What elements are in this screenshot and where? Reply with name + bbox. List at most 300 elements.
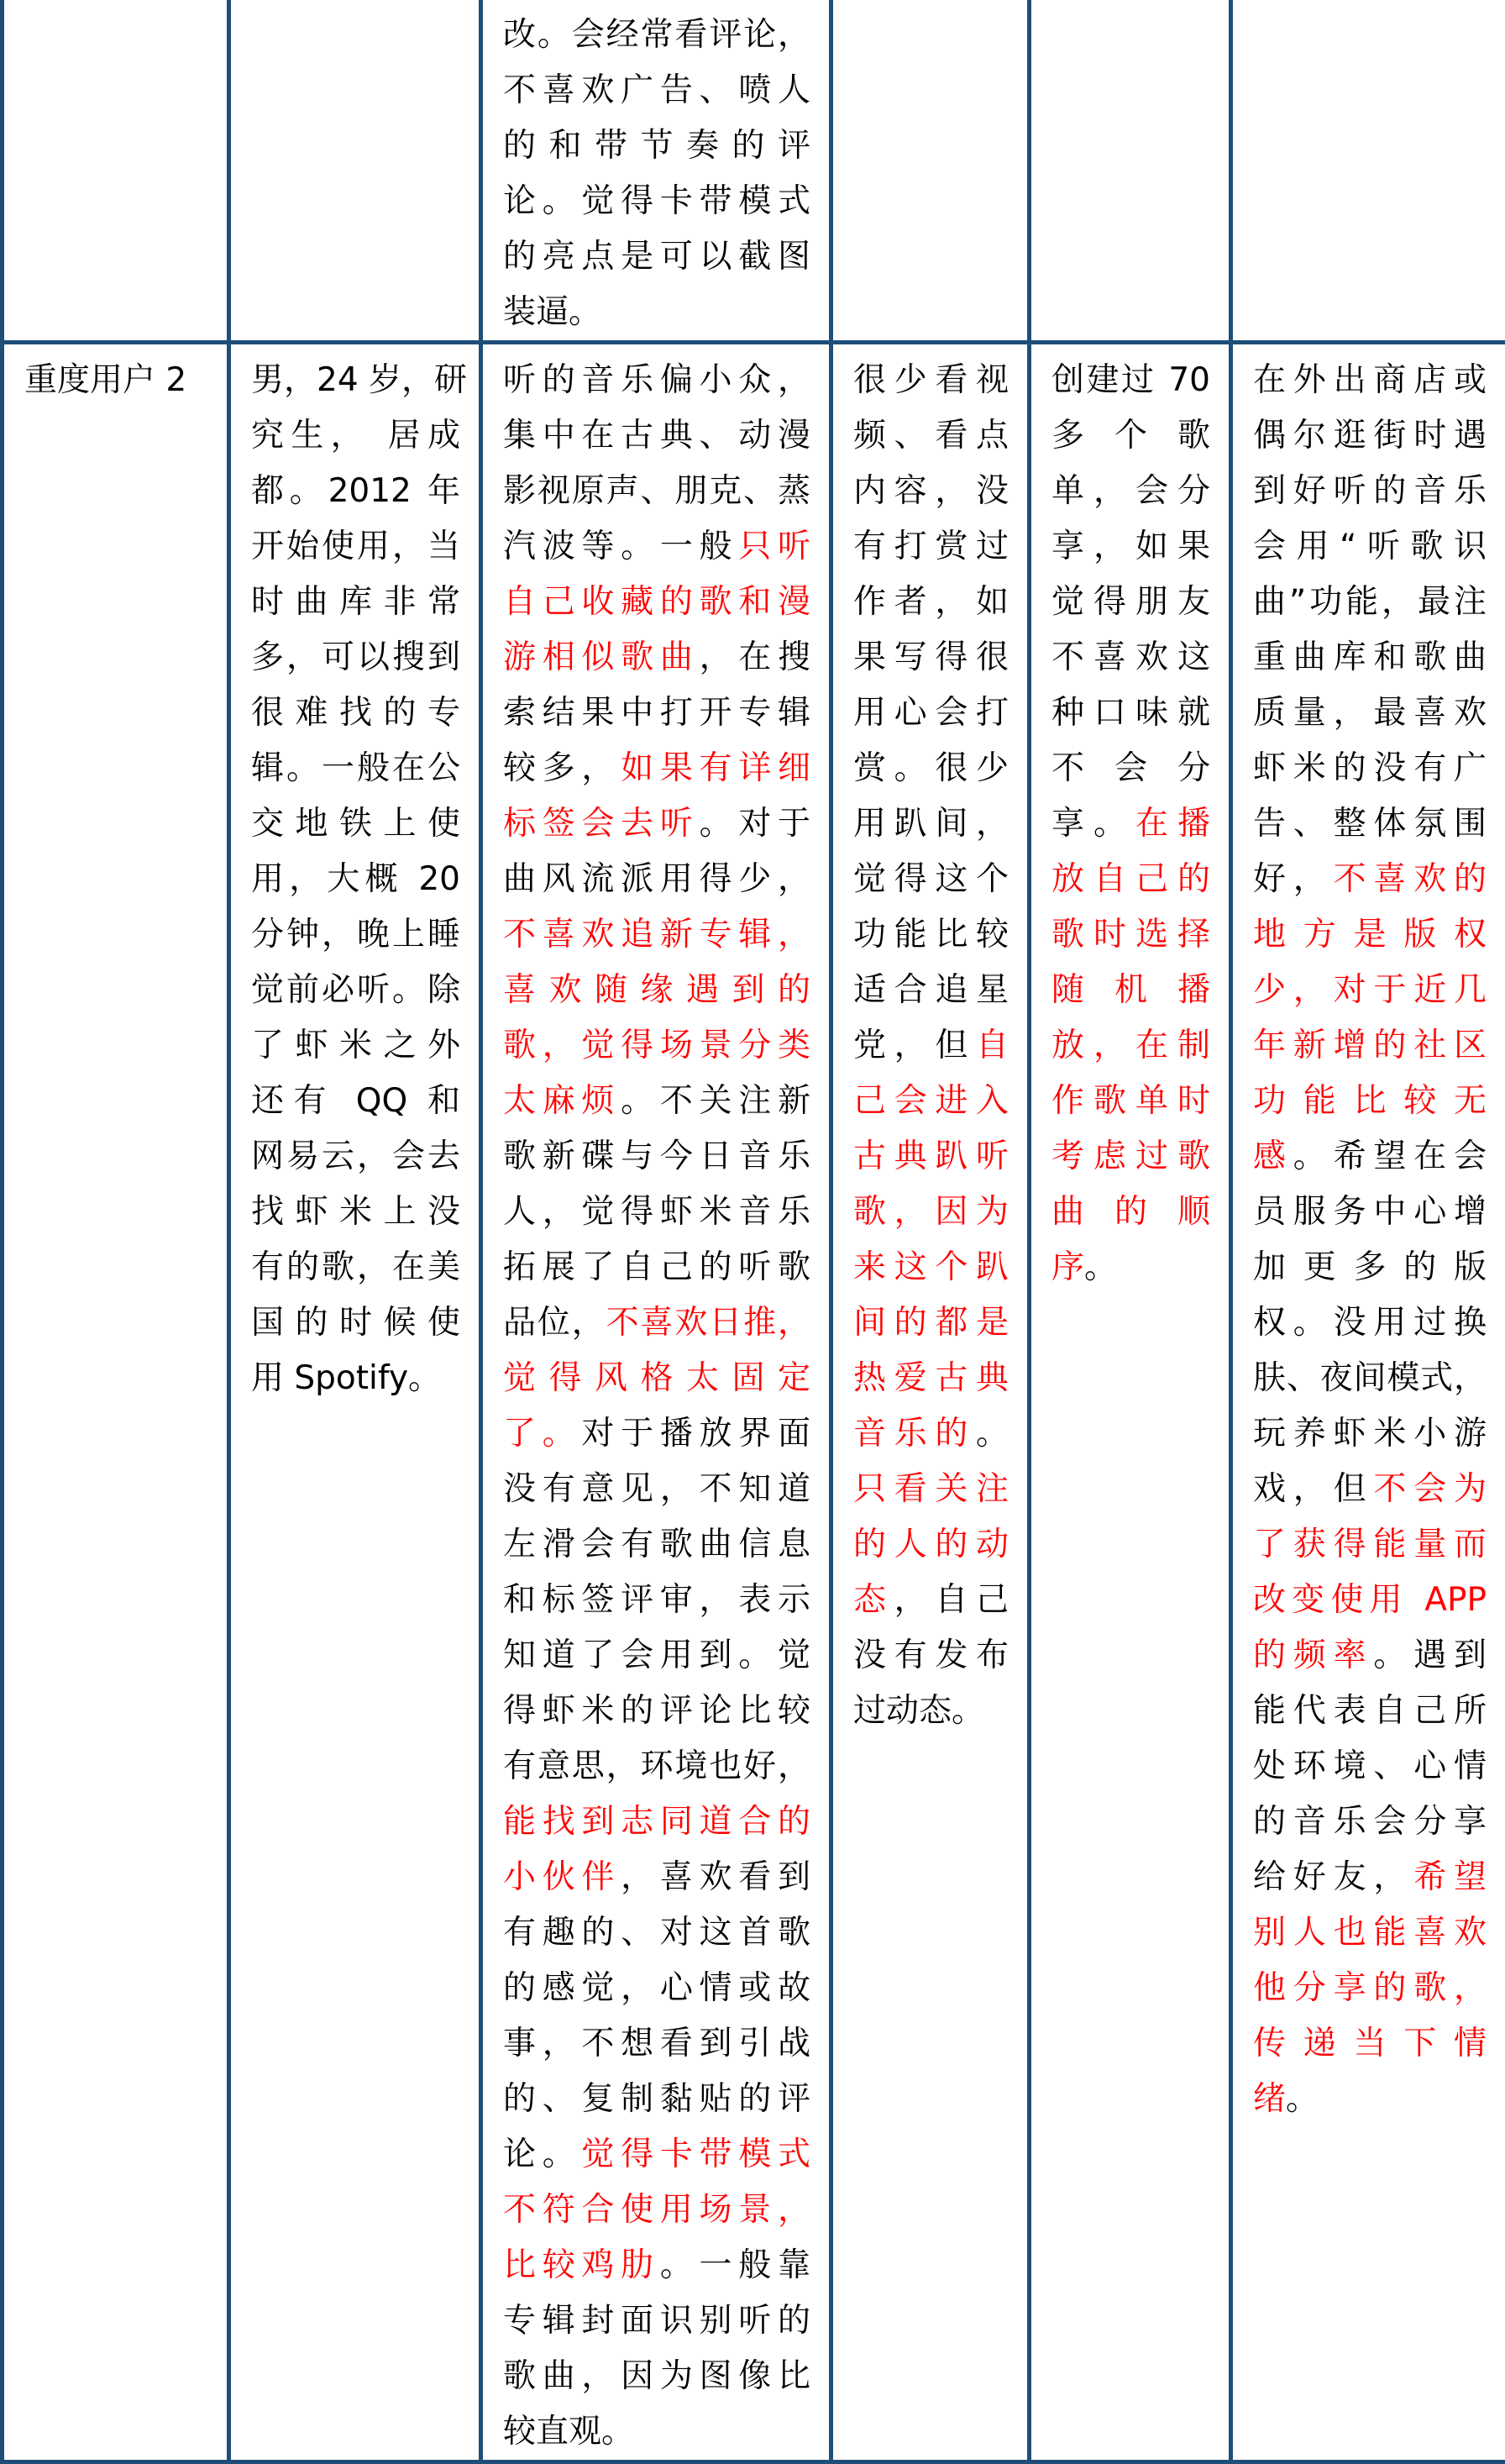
body-text: 专辑封面识别听的 (503, 2302, 810, 2340)
body-text: 肤、夜间模式， (1253, 1359, 1487, 1397)
body-text: 听的音乐偏小众， (503, 361, 810, 399)
highlighted-text: 在播 (1135, 805, 1210, 843)
body-text: 还有 QQ 和 (251, 1082, 460, 1120)
text-line (1253, 408, 1487, 464)
highlighted-text: 热爱古典 (853, 1359, 1009, 1397)
body-text: 用趴间， (853, 805, 1009, 843)
text-line (1051, 353, 1210, 408)
body-text: 和标签评审，表示 (503, 1581, 810, 1619)
text-line (251, 519, 460, 575)
text-line (251, 353, 460, 408)
body-text: 拓展了自己的听歌 (503, 1248, 810, 1286)
body-text: 有打赏过 (853, 528, 1009, 565)
text-line (251, 1129, 460, 1185)
highlighted-text: 自己收藏的歌和漫 (503, 583, 810, 621)
body-text: 较多， (503, 749, 621, 787)
body-text: 重度用户 2 (24, 361, 186, 399)
body-text: 虾米的没有广 (1253, 749, 1487, 787)
text-line (1051, 464, 1210, 519)
highlighted-text: 标签会去听 (503, 805, 700, 843)
text-line (1253, 1240, 1487, 1295)
text-line (853, 408, 1009, 464)
body-text: 处环境、心情 (1253, 1747, 1487, 1785)
text-line (1253, 1905, 1487, 1961)
highlighted-text: 不喜欢日推， (606, 1304, 810, 1342)
text-line (503, 2293, 810, 2349)
text-line (503, 2072, 810, 2127)
body-text: 对于播放界面 (581, 1415, 810, 1453)
highlighted-text: 的频率 (1253, 1637, 1373, 1674)
body-text: 党，但 (853, 1027, 976, 1064)
body-text: 歌新碟与今日音乐 (503, 1137, 810, 1175)
body-text: 功能比较 (853, 916, 1009, 954)
body-text: 有的歌，在美 (251, 1248, 460, 1286)
body-text: ，在搜 (700, 638, 810, 676)
text-line (853, 1185, 1009, 1240)
body-text: 。 (1286, 2080, 1319, 2118)
highlighted-text: 放，在制 (1051, 1027, 1210, 1064)
body-text: 赏。很少 (853, 749, 1009, 787)
body-text: 重曲库和歌曲 (1253, 638, 1487, 676)
text-line (1051, 686, 1210, 741)
highlighted-text: 别人也能喜欢 (1253, 1914, 1487, 1952)
body-text: 质量，最喜欢 (1253, 694, 1487, 732)
highlighted-text: 小伙伴 (503, 1858, 621, 1896)
text-line (1051, 519, 1210, 575)
text-line (251, 1351, 460, 1406)
text-line (1051, 1185, 1210, 1240)
text-line (251, 796, 460, 852)
text-line (503, 2016, 810, 2072)
body-text: 。对于 (700, 805, 810, 843)
text-line (251, 741, 460, 796)
text-line (1253, 1185, 1487, 1240)
text-line (503, 852, 810, 907)
text-line (251, 907, 460, 963)
text-line (1253, 1129, 1487, 1185)
text-line (251, 575, 460, 630)
text-line (503, 2238, 810, 2293)
body-text: 开始使用，当 (251, 528, 460, 565)
highlighted-text: 随 机 播 (1051, 971, 1210, 1009)
text-line (503, 963, 810, 1018)
highlighted-text: 了。 (503, 1415, 581, 1453)
body-text: 。不关注新 (621, 1082, 810, 1120)
text-line (503, 1517, 810, 1573)
highlighted-text: 歌时选择 (1051, 916, 1210, 954)
body-text: 能代表自己所 (1253, 1692, 1487, 1730)
text-line (1253, 1295, 1487, 1351)
body-text: 用，大概 20 (251, 860, 460, 898)
body-text: 装逼。 (503, 293, 601, 331)
text-line (853, 630, 1009, 686)
text-line (853, 1573, 1009, 1628)
body-text: 加更多的版 (1253, 1248, 1487, 1286)
body-text: 没有发布 (853, 1637, 1009, 1674)
text-line (853, 1240, 1009, 1295)
text-line (1253, 686, 1487, 741)
table-row-continued (3, 0, 1505, 343)
body-text: 没有意见，不知道 (503, 1470, 810, 1508)
body-text: 不 会 分 (1051, 749, 1210, 787)
highlighted-text: 序 (1051, 1248, 1084, 1286)
text-line (503, 519, 810, 575)
highlighted-text: 放自己的 (1051, 860, 1210, 898)
text-line (503, 1406, 810, 1462)
text-line (503, 1351, 810, 1406)
body-text: 作者，如 (853, 583, 1009, 621)
text-line (1253, 1018, 1487, 1074)
text-line (1253, 1406, 1487, 1462)
body-text: 曲风流派用得少， (503, 860, 810, 898)
text-line (503, 1240, 810, 1295)
text-line (1253, 1074, 1487, 1129)
text-line (853, 519, 1009, 575)
text-line (1253, 963, 1487, 1018)
text-line (503, 2183, 810, 2238)
highlighted-text: 年新增的社区 (1253, 1027, 1487, 1064)
highlighted-text: 觉得场景分类 (581, 1027, 810, 1064)
text-line (853, 464, 1009, 519)
highlighted-text: 己会进入 (853, 1082, 1009, 1120)
text-line (251, 1240, 460, 1295)
body-text: 网易云，会去 (251, 1137, 460, 1175)
text-line (1253, 852, 1487, 907)
text-line (503, 1628, 810, 1684)
text-line (503, 285, 810, 340)
highlighted-text: 游相似歌曲 (503, 638, 700, 676)
highlighted-text: 比较鸡肋 (503, 2246, 660, 2284)
text-line (853, 1517, 1009, 1573)
highlighted-text: 改变使用 APP (1253, 1581, 1487, 1619)
body-text: 多，可以搜到 (251, 638, 460, 676)
body-text: 果写得很 (853, 638, 1009, 676)
text-line (503, 63, 810, 118)
body-text: 较直观。 (503, 2413, 634, 2451)
text-line (853, 1628, 1009, 1684)
body-text: 的和带节奏的评 (503, 127, 810, 165)
text-line (1253, 575, 1487, 630)
body-text: 告、整体氛围 (1253, 805, 1487, 843)
body-text: 分钟，晚上睡 (251, 916, 460, 954)
highlighted-text: 他分享的歌， (1253, 1969, 1487, 2007)
text-line (251, 963, 460, 1018)
text-line (1051, 408, 1210, 464)
listening-habits-cell (481, 0, 831, 343)
highlighted-text: 态 (853, 1581, 894, 1619)
text-line (853, 741, 1009, 796)
user-label-cell (3, 343, 229, 2462)
table-row-heavy-user-2 (3, 343, 1505, 2462)
body-text: 给好友， (1253, 1858, 1413, 1896)
text-line (853, 1295, 1009, 1351)
highlighted-text: 考虑过歌 (1051, 1137, 1210, 1175)
text-line (503, 1129, 810, 1185)
text-line (503, 2349, 810, 2404)
text-line (853, 963, 1009, 1018)
body-text: 内容，没 (853, 472, 1009, 510)
other-features-cell (1231, 0, 1505, 343)
text-line (503, 1905, 810, 1961)
text-line (503, 2404, 810, 2460)
highlighted-text: 希望 (1413, 1858, 1487, 1896)
text-line (853, 1684, 1009, 1739)
text-line (1253, 1794, 1487, 1850)
highlighted-text: 不会为 (1373, 1470, 1487, 1508)
text-line (1051, 1018, 1210, 1074)
body-text: 不喜欢广告、喷人 (503, 71, 810, 109)
text-line (503, 575, 810, 630)
body-text: 论。 (503, 2136, 581, 2173)
highlighted-text: 的人的动 (853, 1526, 1009, 1563)
profile-cell (229, 343, 481, 2462)
text-line (1253, 519, 1487, 575)
body-text: 。一般靠 (660, 2246, 810, 2284)
highlighted-text: 自 (976, 1027, 1009, 1064)
text-line (503, 353, 810, 408)
text-line (251, 408, 460, 464)
text-line (503, 1018, 810, 1074)
body-text: 曲”功能，最注 (1253, 583, 1487, 621)
text-line (1253, 1739, 1487, 1794)
text-line (1051, 907, 1210, 963)
body-text: 找虾米上没 (251, 1193, 460, 1231)
highlighted-text: 歌，因为 (853, 1193, 1009, 1231)
text-line (853, 796, 1009, 852)
body-text: 创建过 70 (1051, 361, 1210, 399)
text-line (853, 1129, 1009, 1185)
text-line (1253, 907, 1487, 963)
body-text: 。 (976, 1415, 1009, 1453)
text-line (503, 796, 810, 852)
text-line (251, 1074, 460, 1129)
body-text: ，喜欢看到 (621, 1858, 810, 1896)
highlighted-text: 喜欢随缘遇到的 (503, 971, 810, 1009)
highlighted-text: 不符合使用场景， (503, 2191, 810, 2229)
text-line (853, 1406, 1009, 1462)
highlighted-text: 能找到志同道合的 (503, 1803, 810, 1841)
body-text: 享。 (1051, 805, 1135, 843)
body-text: 的感觉，心情或故 (503, 1969, 810, 2007)
body-text: 用心会打 (853, 694, 1009, 732)
text-line (503, 686, 810, 741)
text-line (503, 1185, 810, 1240)
text-line (1051, 1074, 1210, 1129)
text-line (1253, 1517, 1487, 1573)
text-line (1051, 741, 1210, 796)
text-line (853, 1018, 1009, 1074)
highlighted-text: 觉得卡带模式 (581, 2136, 810, 2173)
highlighted-text: 地方是版权 (1253, 916, 1487, 954)
body-text: 的亮点是可以截图 (503, 238, 810, 276)
text-line (251, 852, 460, 907)
body-text: 交地铁上使 (251, 805, 460, 843)
listening-habits-cell (481, 343, 831, 2462)
highlighted-text: 感 (1253, 1137, 1293, 1175)
body-text: 种口味就 (1051, 694, 1210, 732)
body-text: 左滑会有歌曲信息 (503, 1526, 810, 1563)
body-text: 改。会经常看评论， (503, 16, 810, 54)
body-text: 的、复制黏贴的评 (503, 2080, 810, 2118)
text-line (1051, 1240, 1210, 1295)
body-text: 适合追星 (853, 971, 1009, 1009)
other-features-cell (1231, 343, 1505, 2462)
body-text: 品位， (503, 1304, 606, 1342)
text-line (1253, 1351, 1487, 1406)
highlighted-text: 只听 (738, 528, 810, 565)
text-line (853, 1462, 1009, 1517)
text-line (503, 1739, 810, 1794)
text-line (1253, 2072, 1487, 2127)
highlighted-text: 功能比较无 (1253, 1082, 1487, 1120)
text-line (1253, 741, 1487, 796)
video-social-cell (831, 343, 1030, 2462)
text-line (503, 1573, 810, 1628)
text-line (503, 630, 810, 686)
body-text: 频、看点 (853, 417, 1009, 454)
text-line (853, 1351, 1009, 1406)
text-line (251, 686, 460, 741)
body-text: 究生， 居成 (251, 417, 460, 454)
text-line (503, 229, 810, 285)
text-line (251, 464, 460, 519)
body-text: 权。没用过换 (1253, 1304, 1487, 1342)
text-line (503, 1850, 810, 1905)
body-text: 。遇到 (1373, 1637, 1487, 1674)
body-text: 觉前必听。除 (251, 971, 460, 1009)
body-text: 索结果中打开专辑 (503, 694, 810, 732)
highlighted-text: 来这个趴 (853, 1248, 1009, 1286)
body-text: 人，觉得虾米音乐 (503, 1193, 810, 1231)
text-line (1051, 1129, 1210, 1185)
text-line (503, 1684, 810, 1739)
text-line (503, 118, 810, 174)
body-text: 事，不想看到引战 (503, 2025, 810, 2062)
body-text: 影视原声、朋克、蒸 (503, 472, 810, 510)
highlighted-text: 不喜欢的 (1334, 860, 1487, 898)
playlist-cell (1030, 343, 1231, 2462)
text-line (1051, 963, 1210, 1018)
body-text: 。 (1084, 1248, 1117, 1286)
body-text: 汽波等。一般 (503, 528, 738, 565)
body-text: 了虾米之外 (251, 1027, 460, 1064)
text-line (1253, 1850, 1487, 1905)
text-line (503, 174, 810, 229)
text-line (503, 1295, 810, 1351)
body-text: 玩养虾米小游 (1253, 1415, 1487, 1453)
body-text: 的音乐会分享 (1253, 1803, 1487, 1841)
body-text: ，自己 (894, 1581, 1009, 1619)
body-text: 时曲库非常 (251, 583, 460, 621)
text-line (1253, 796, 1487, 852)
body-text: 。希望在会 (1293, 1137, 1487, 1175)
text-line (503, 1462, 810, 1517)
text-line (503, 1794, 810, 1850)
text-line (503, 408, 810, 464)
body-text: 不喜欢这 (1051, 638, 1210, 676)
text-line (853, 852, 1009, 907)
text-line (853, 1074, 1009, 1129)
text-line (853, 353, 1009, 408)
text-line (503, 1074, 810, 1129)
text-line (1253, 464, 1487, 519)
text-line (1051, 852, 1210, 907)
text-line (853, 907, 1009, 963)
text-line (1051, 630, 1210, 686)
highlighted-text: 歌， (503, 1027, 581, 1064)
body-text: 用 Spotify。 (251, 1359, 441, 1397)
text-line (503, 2127, 810, 2183)
body-text: 很难找的专 (251, 694, 460, 732)
highlighted-text: 古典趴听 (853, 1137, 1009, 1175)
text-line (1253, 1628, 1487, 1684)
text-line (1253, 353, 1487, 408)
text-line (1253, 1573, 1487, 1628)
profile-cell (229, 0, 481, 343)
text-line (1051, 575, 1210, 630)
highlighted-text: 觉得风格太固定 (503, 1359, 810, 1397)
body-text: 偶尔逛街时遇 (1253, 417, 1487, 454)
highlighted-text: 如果有详细 (621, 749, 810, 787)
body-text: 国的时候使 (251, 1304, 460, 1342)
body-text: 知道了会用到。觉 (503, 1637, 810, 1674)
text-line (1253, 1462, 1487, 1517)
highlighted-text: 绪 (1253, 2080, 1286, 2118)
body-text: 多 个 歌 (1051, 417, 1210, 454)
body-text: 戏，但 (1253, 1470, 1373, 1508)
body-text: 得虾米的评论比较 (503, 1692, 810, 1730)
body-text: 享，如果 (1051, 528, 1210, 565)
text-line (503, 8, 810, 63)
text-line (1051, 796, 1210, 852)
text-line (853, 686, 1009, 741)
body-text: 很少看视 (853, 361, 1009, 399)
highlighted-text: 作歌单时 (1051, 1082, 1210, 1120)
highlighted-text: 了获得能量而 (1253, 1526, 1487, 1563)
body-text: 有意思，环境也好， (503, 1747, 810, 1785)
text-line (251, 1295, 460, 1351)
highlighted-text: 传递当下情 (1253, 2025, 1487, 2062)
text-line (251, 1018, 460, 1074)
body-text: 有趣的、对这首歌 (503, 1914, 810, 1952)
highlighted-text: 音乐的 (853, 1415, 976, 1453)
body-text: 论。觉得卡带模式 (503, 182, 810, 220)
body-text: 觉得这个 (853, 860, 1009, 898)
text-line (503, 741, 810, 796)
text-line (1253, 1684, 1487, 1739)
highlighted-text: 间的都是 (853, 1304, 1009, 1342)
body-text: 会用“听歌识 (1253, 528, 1487, 565)
text-line (853, 575, 1009, 630)
text-line (1253, 630, 1487, 686)
highlighted-text: 曲 的 顺 (1051, 1193, 1210, 1231)
highlighted-text: 只看关注 (853, 1470, 1009, 1508)
text-line (24, 353, 208, 408)
user-label-cell (3, 0, 229, 343)
body-text: 男，24 岁，研 (251, 361, 467, 399)
body-text: 都。2012 年 (251, 472, 460, 510)
body-text: 员服务中心增 (1253, 1193, 1487, 1231)
video-social-cell (831, 0, 1030, 343)
highlighted-text: 不喜欢追新专辑， (503, 916, 810, 954)
text-line (251, 630, 460, 686)
text-line (1253, 1961, 1487, 2016)
text-line (503, 907, 810, 963)
body-text: 好， (1253, 860, 1334, 898)
playlist-cell (1030, 0, 1231, 343)
body-text: 歌曲，因为图像比 (503, 2357, 810, 2395)
body-text: 过动态。 (853, 1692, 984, 1730)
